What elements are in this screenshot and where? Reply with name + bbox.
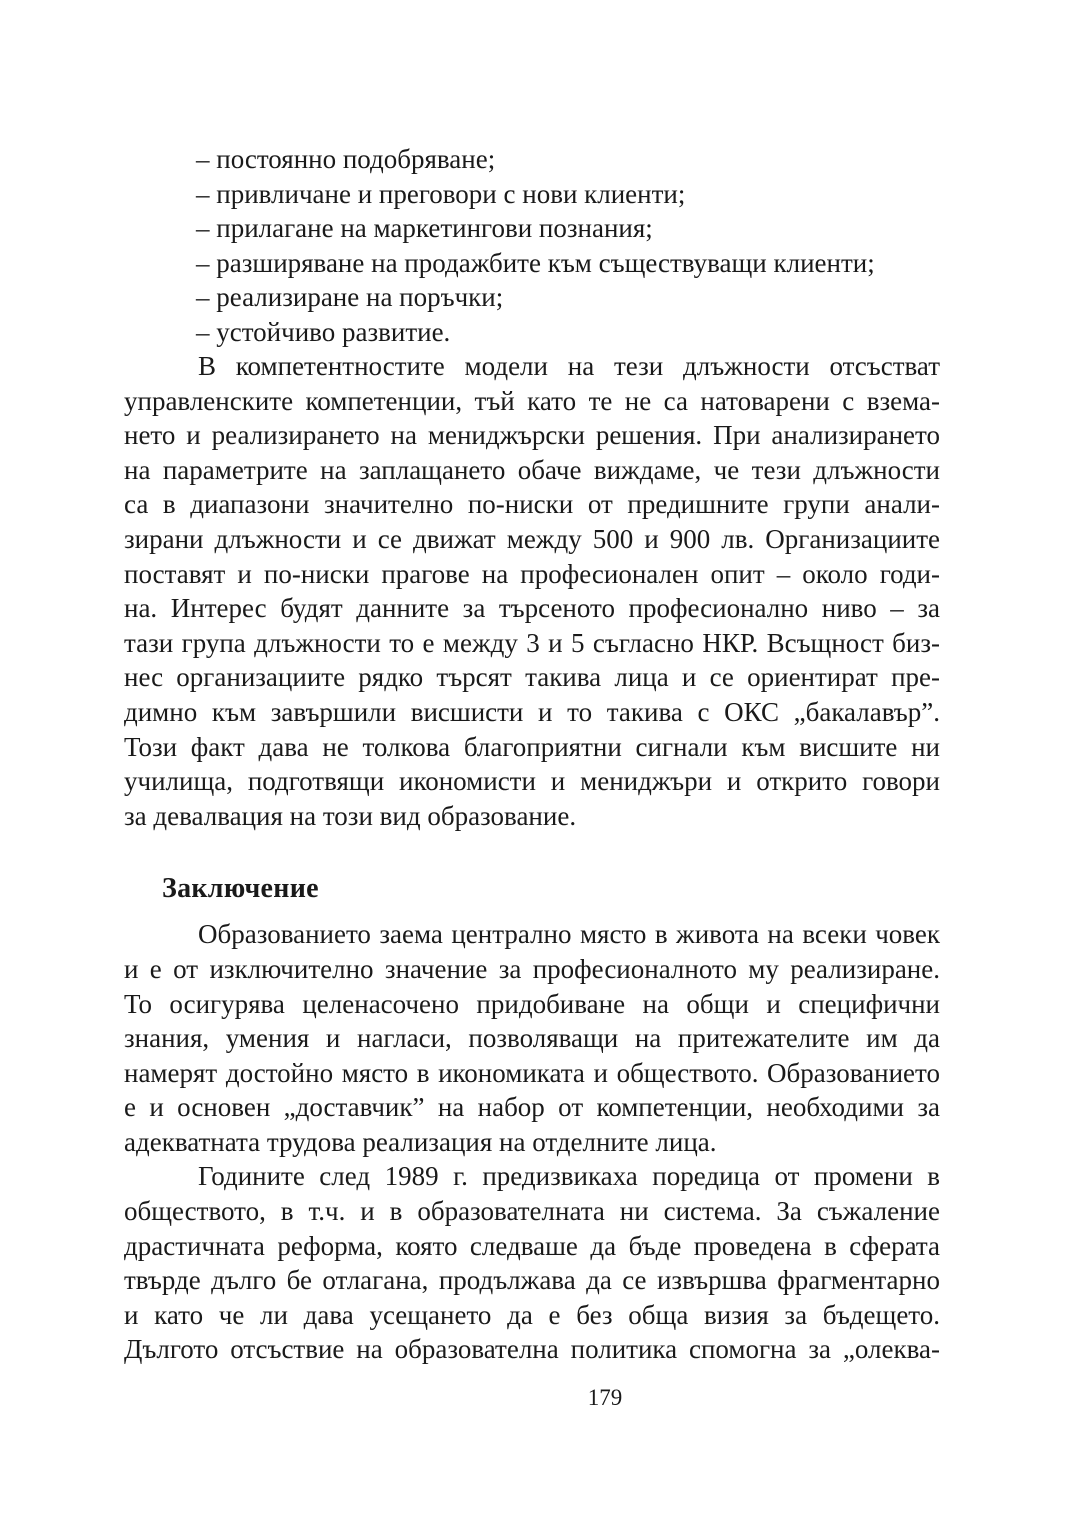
text-line: и като че ли дава усещането да е без обща визия за бъдещето. [124, 1299, 940, 1330]
text-line: димно към завършили висшисти и то такива с ОКС „бакалавър”. [124, 696, 940, 727]
list-item: – реализиране на поръчки; [196, 282, 504, 312]
text-line: на. Интерес будят данните за търсеното професионално ниво – за [124, 593, 940, 624]
list-item: – прилагане на маркетингови познания; [196, 213, 653, 243]
text-line: обществото, в т.ч. и в образователната ни система. За съжаление [124, 1196, 940, 1227]
text-line: нето и реализирането на мениджърски решения. При анализирането [124, 420, 940, 451]
text-line: и е от изключително значение за професионалното му реализиране. [124, 953, 940, 984]
text-line: драстичната реформа, която следваше да бъде проведена в сферата [124, 1230, 940, 1261]
text-line: е и основен „доставчик” на набор от компетенции, необходими за [124, 1092, 940, 1123]
text-line: Този факт дава не толкова благоприятни сигнали към висшите ни [124, 731, 940, 762]
list-item: – устойчиво развитие. [196, 316, 451, 347]
text-line: Образованието заема централно място в живота на всеки човек [198, 919, 940, 950]
text-line: поставят и по-ниски прагове на професионален опит – около годи- [124, 558, 940, 589]
text-line: са в диапазони значително по-ниски от предишните групи анали- [124, 489, 940, 520]
text-line: твърде дълго бе отлагана, продължава да се извършва фрагментарно [124, 1265, 940, 1296]
text-line: за девалвация на този вид образование. [124, 800, 577, 831]
page-body [124, 142, 940, 1367]
text-line: знания, умения и нагласи, позволяващи на притежателите им да [124, 1023, 940, 1054]
text-line: на параметрите на заплащането обаче виждаме, че тези длъжности [124, 454, 940, 485]
section-heading: Заключение [162, 873, 319, 905]
bullet-list [124, 142, 940, 349]
list-item: – привличане и преговори с нови клиенти; [196, 178, 686, 209]
text-line: Дългото отсъствие на образователна политика спомогна за „олеква- [124, 1334, 940, 1365]
text-line: Годините след 1989 г. предизвикаха поредица от промени в [198, 1161, 940, 1192]
text-line: тази група длъжности то е между 3 и 5 съгласно НКР. Всъщност биз- [124, 627, 940, 658]
text-line: управленските компетенции, тъй като те не са натоварени с взема- [124, 385, 940, 416]
page-number: 179 [587, 1385, 623, 1410]
text-line: нес организациите рядко търсят такива лица и се ориентират пре- [124, 662, 940, 693]
paragraph-education [124, 917, 940, 1159]
list-item: – постоянно подобряване; [196, 144, 496, 174]
text-line: зирани длъжности и се движат между 500 и 900 лв. Организациите [124, 523, 940, 554]
text-line: То осигурява целенасочено придобиване на общи и специфични [124, 988, 940, 1019]
text-line: намерят достойно място в икономиката и обществото. Образованието [124, 1057, 940, 1088]
list-item: – разширяване на продажбите към съществуващи клиенти; [196, 247, 875, 278]
paragraph-reforms [124, 1159, 940, 1367]
text-line: адекватната трудова реализация на отделните лица. [124, 1126, 717, 1157]
text-line: В компетентностите модели на тези длъжности отсъстват [198, 351, 940, 381]
paragraph-competences [124, 349, 940, 833]
text-line: училища, подготвящи икономисти и мениджъри и открито говори [124, 766, 940, 797]
